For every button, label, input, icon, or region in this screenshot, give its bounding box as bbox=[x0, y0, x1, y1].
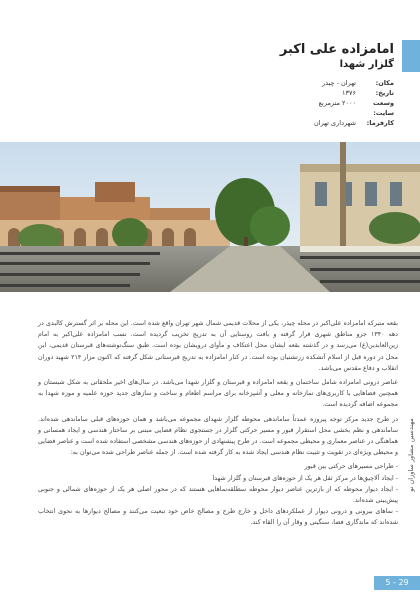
site-photo bbox=[0, 142, 420, 292]
title-accent-bar bbox=[402, 40, 420, 72]
body-paragraph: عناصر درونی امامزاده شامل ساختمان و بقعه امامزاده و قبرستان و گلزار شهدا می‌باشد. در سال‌های اخیر ملحقاتی به شکل شبستان و همچنین فضاهایی با کاربری‌های نمازخانه و معلی و آشپزخانه برای مراسم اطعام و ساخت و سازهای جدید حوزه علمیه و موزه شهدا به مجموعه اضافه گردیده است. bbox=[38, 379, 398, 409]
design-item: - نماهای بیرونی و درونی دیوار از عملکردهای داخل و خارج طرح و مصالح خاص خود تبعیت می‌کنند و مصالح دیوارها به نحوی انتخاب شده‌اند که ماندگاری فضا، سنگینی و وقار آن را القاء کند. bbox=[38, 508, 398, 527]
design-item: - ایجاد دیوار محوطه که از بازترین عناصر دیوار محوطه سطلقه‌نماهایی هستند که در محور اصلی هر یک از حوزه‌های شمالی و جنوبی پیش‌بینی شده‌اند. bbox=[38, 485, 398, 505]
title-block bbox=[194, 42, 394, 72]
info-value: ۱۳۷۶ bbox=[342, 89, 356, 97]
info-key: مکان: bbox=[375, 79, 394, 87]
info-row-area bbox=[194, 98, 394, 118]
info-value: تهران - چیذر bbox=[322, 79, 356, 87]
body-paragraph: در طرح جدید مرکز توجه پیروزه عمدتاً ساماندهی محوطه گلزار شهدای مجموعه می‌باشد و همان حوزه‌های قبلی ساماندهی شده‌اند. ساماندهی و نظم بخشی محل استقرار قبور و مسیر حرکتی گلزار در جستجوی نظام فضایی مبتنی بر ساختار هندسی و ایجاد همسانی و هماهنگی در عناصر معماری و محیطی مجموعه است. در طرح پیشنهادی از حوزه‌های هندسی مشخصی استفاده شده است و عناصر فضایی و محیطی ویژه‌ای در تقویت و تثبیت نظام هندسی ایجاد شده به کار گرفته شده است. از جمله عناصر طراحی شده می‌توان به: bbox=[38, 415, 398, 457]
info-key: کارفرما: bbox=[366, 119, 394, 127]
body-text bbox=[38, 318, 398, 529]
info-value: شهرداری تهران bbox=[314, 119, 356, 127]
design-item: - ایجاد آلاچیق‌ها در مرکز ثقل هر یک از حوزه‌های قبرستان و گلزار شهدا bbox=[212, 474, 398, 482]
side-label bbox=[404, 350, 418, 560]
page-subtitle: گلزار شهدا bbox=[339, 59, 394, 70]
firm-name: مهندسین مشاور ساوزان نو bbox=[407, 418, 415, 492]
project-info bbox=[194, 78, 394, 128]
info-key: وسعت سایت: bbox=[373, 99, 394, 117]
design-item: - طراحی مسیرهای حرکتی بین قبور bbox=[304, 463, 398, 471]
body-paragraph: بقعه متبرکه امامزاده علی‌اکبر در محله چیذر، یکی از محلات قدیمی شمال شهر تهران واقع شده است. این محله بر اثر گسترش کالبدی در دهه ۱۳۴۰ جزو مناطق شهری قرار گرفته و بافت روستایی آن به تدریج تخریب گردیده است. نسب امامزاده علی‌اکبر به امام زین‌العابدین(ع) می‌رسد و در گذشته بقعه ایشان محل اعتکاف و مأوای درویشان بوده است. طبق سنگ‌نوشته‌های قبرستان قدیمی، این محل در دوره قبل از اسلام آتشکده زرتشتیان بوده است. در کنار امامزاده به تدریج قبرستانی شکل گرفته که اکنون مزار ۲۱۴ شهید دوران انقلاب و دفاع مقدس می‌باشد. bbox=[38, 320, 398, 372]
info-row-date bbox=[194, 88, 394, 98]
info-key: تاریخ: bbox=[375, 89, 394, 97]
info-row-location bbox=[194, 78, 394, 88]
info-row-client bbox=[194, 118, 394, 128]
page-number: 5 - 29 bbox=[374, 576, 420, 590]
page-title: امامزاده علی اکبر bbox=[279, 42, 394, 57]
info-value: ۲۰۰۰ مترمربع bbox=[318, 99, 356, 107]
